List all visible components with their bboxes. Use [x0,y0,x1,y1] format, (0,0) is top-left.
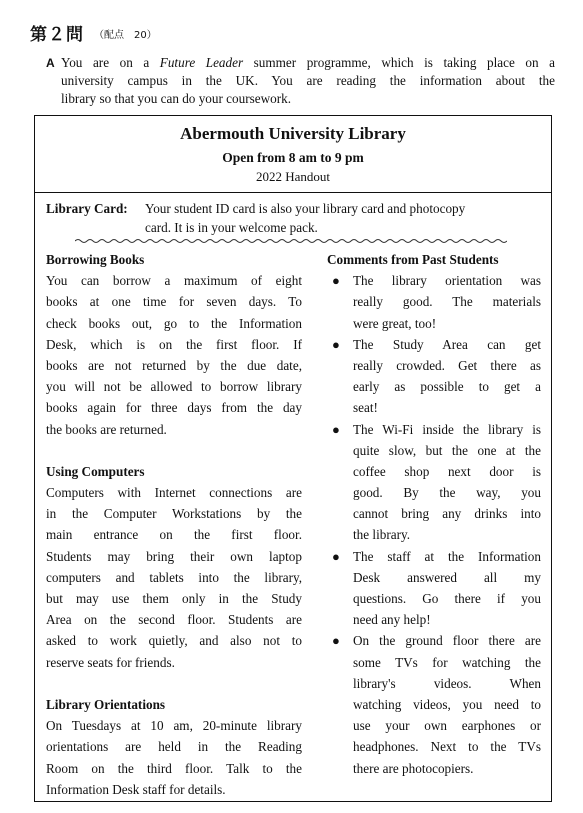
comment-line: some TVs for watching the [353,654,541,670]
comment-line: quite slow, but the one at the [353,442,541,458]
library-handout [34,115,552,802]
comment-line: seat! [353,400,378,416]
comment-line: On the ground floor there are [353,633,541,649]
borrowing-title: Borrowing Books [46,252,145,267]
left-column [46,249,302,800]
right-column [327,249,541,779]
orientations-body [46,715,302,800]
borrowing-line: books at one time for seven days. To [46,294,302,310]
borrowing-line: books are not returned by the due date, [46,357,302,373]
comment-line: coffee shop next door is [353,463,541,479]
instruction-line-3: library so that you can do your coursework. [61,91,291,106]
comment-line: headphones. Next to the TVs [353,739,541,755]
comment-item [327,546,541,631]
comment-line: questions. Go there if you [353,591,541,607]
borrowing-line: You can borrow a maximum of eight [46,273,302,289]
library-title: Abermouth University Library [180,124,406,143]
comment-line: The Study Area can get [353,336,541,352]
bullet-icon: ● [332,633,340,649]
comment-line: the library. [353,527,410,543]
comment-item [327,419,541,546]
comment-line: need any help! [353,612,431,628]
comment-line: good. By the way, you [353,485,541,501]
comment-line: The staff at the Information [353,548,541,564]
orientations-title: Library Orientations [46,696,166,712]
instruction-label: A [46,56,55,70]
computers-line: but may use them only in the Study [46,591,302,607]
question-header [30,20,157,45]
computers-line: Area on the second floor. Students are [46,612,302,628]
library-card-line: Your student ID card is also your library card and photocopy [145,201,466,216]
comment-line: really crowded. Get there as [353,357,541,373]
comment-line: Desk answered all my [353,569,541,585]
wavy-divider [75,238,507,244]
computers-body [46,482,302,673]
orientations-line: orientations are held in the Reading [46,739,302,755]
comment-line: The Wi-Fi inside the library is [353,421,541,437]
handout-header [35,116,551,193]
orientations-line: Room on the third floor. Talk to the [46,760,302,776]
handout-subtitle: 2022 Handout [255,169,331,184]
comment-item [327,334,541,419]
comment-line: use your own earphones or [353,718,541,734]
question-points: （配点 20） [94,30,157,41]
orientations-line: On Tuesdays at 10 am, 20-minute library [46,718,302,734]
library-card-label: Library Card: [46,201,128,216]
borrowing-line: Desk, which is on the first floor. If [46,336,302,352]
comment-item [327,630,541,778]
computers-line: Students may bring their own laptop [46,548,302,564]
computers-line: main entrance on the first floor. [46,527,302,543]
computers-line: reserve seats for friends. [46,654,175,670]
comment-line: The library orientation was [353,273,541,289]
borrowing-line: you will not be allowed to borrow library [46,379,302,395]
comment-item [327,270,541,334]
instruction-line-2: university campus in the UK. You are reading the information about the [61,73,555,88]
comment-line: there are photocopiers. [353,760,474,776]
computers-line: asked to work quietly, and also not to [46,633,302,649]
instruction-line-1: You are on a Future Leader summer programme, which is taking place on a [61,55,556,70]
borrowing-line: the books are returned. [46,421,167,437]
borrowing-line: check books out, go to the Information [46,315,302,331]
bullet-icon: ● [332,548,340,564]
comment-line: watching videos, you need to [353,696,541,712]
borrowing-body [46,270,302,440]
comment-line: were great, too! [353,315,437,331]
library-hours: Open from 8 am to 9 pm [222,150,364,165]
borrowing-line: books again for three days from the day [46,400,302,416]
comment-line: early as possible to get a [353,379,541,395]
comment-line: library's videos. When [353,675,541,691]
comments-title: Comments from Past Students [327,252,499,267]
bullet-icon: ● [332,336,340,352]
computers-line: in the Computer Workstations by the [46,506,302,522]
library-card-line: card. It is in your welcome pack. [145,220,318,235]
comment-line: cannot bring any drinks into [353,506,541,522]
bullet-icon: ● [332,273,340,289]
computers-title: Using Computers [46,463,145,479]
bullet-icon: ● [332,421,340,437]
comment-line: really good. The materials [353,294,541,310]
orientations-line: Information Desk staff for details. [46,781,226,797]
question-title: 第２問 [30,25,84,45]
computers-line: Computers with Internet connections are [46,485,302,501]
computers-line: computers and tablets into the library, [46,569,302,585]
instruction-italic: Future Leader [159,55,244,70]
